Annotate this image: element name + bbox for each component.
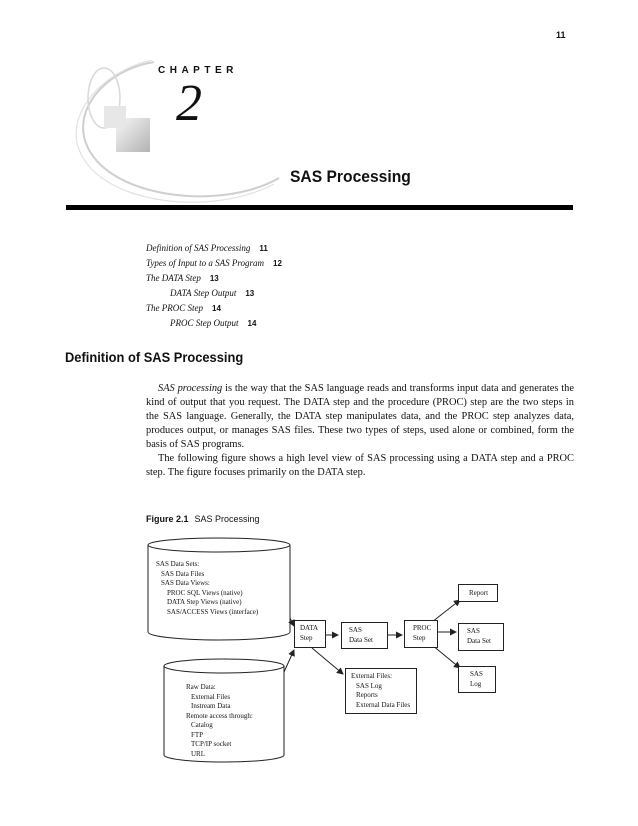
- toc-entry[interactable]: Definition of SAS Processing 11: [146, 243, 268, 253]
- paragraph: SAS processing is the way that the SAS language reads and transforms input data and generates the kind of output that you request. The DATA step and the procedure (PROC) step are the two steps in the SAS language. Generally, the DATA step manipulates data, and the PROC step analyzes data, produces output, or manages SAS files. These two types of steps, used alone or combined, form the basis of SAS programs.: [146, 383, 574, 450]
- sas-data-set-output-box: SAS Data Set: [458, 623, 504, 651]
- defined-term: SAS processing: [158, 383, 223, 394]
- figure-caption: Figure 2.1 SAS Processing: [146, 514, 260, 524]
- sas-data-sets-store: SAS Data Sets: SAS Data Files SAS Data Views: PROC SQL Views (native) DATA Step Views (native) SAS/ACCESS Views (interface): [156, 560, 259, 616]
- page-number: 11: [556, 30, 566, 40]
- external-files-box: External Files: SAS Log Reports External Data Files: [345, 668, 417, 714]
- data-step-box: DATA Step: [294, 620, 326, 648]
- toc-entry[interactable]: DATA Step Output 13: [170, 288, 255, 298]
- chapter-number: 2: [176, 75, 202, 132]
- chapter-label: CHAPTER: [158, 65, 238, 76]
- sas-data-set-box: SAS Data Set: [341, 622, 388, 649]
- toc-entry[interactable]: PROC Step Output 14: [170, 318, 257, 328]
- toc-entry[interactable]: The PROC Step 14: [146, 303, 221, 313]
- paragraph: The following figure shows a high level view of SAS processing using a DATA step and a PROC step. The figure focuses primarily on the DATA step.: [146, 453, 574, 478]
- raw-data-store: Raw Data: External Files Instream Data Remote access through: Catalog FTP TCP/IP socket URL: [186, 683, 253, 758]
- chapter-title: SAS Processing: [290, 167, 411, 186]
- sas-log-box: SAS Log: [458, 666, 496, 693]
- section-heading: Definition of SAS Processing: [65, 349, 244, 365]
- toc-entry[interactable]: The DATA Step 13: [146, 273, 219, 283]
- proc-step-box: PROC Step: [404, 620, 438, 648]
- toc-entry[interactable]: Types of Input to a SAS Program 12: [146, 258, 282, 268]
- report-box: Report: [458, 584, 498, 602]
